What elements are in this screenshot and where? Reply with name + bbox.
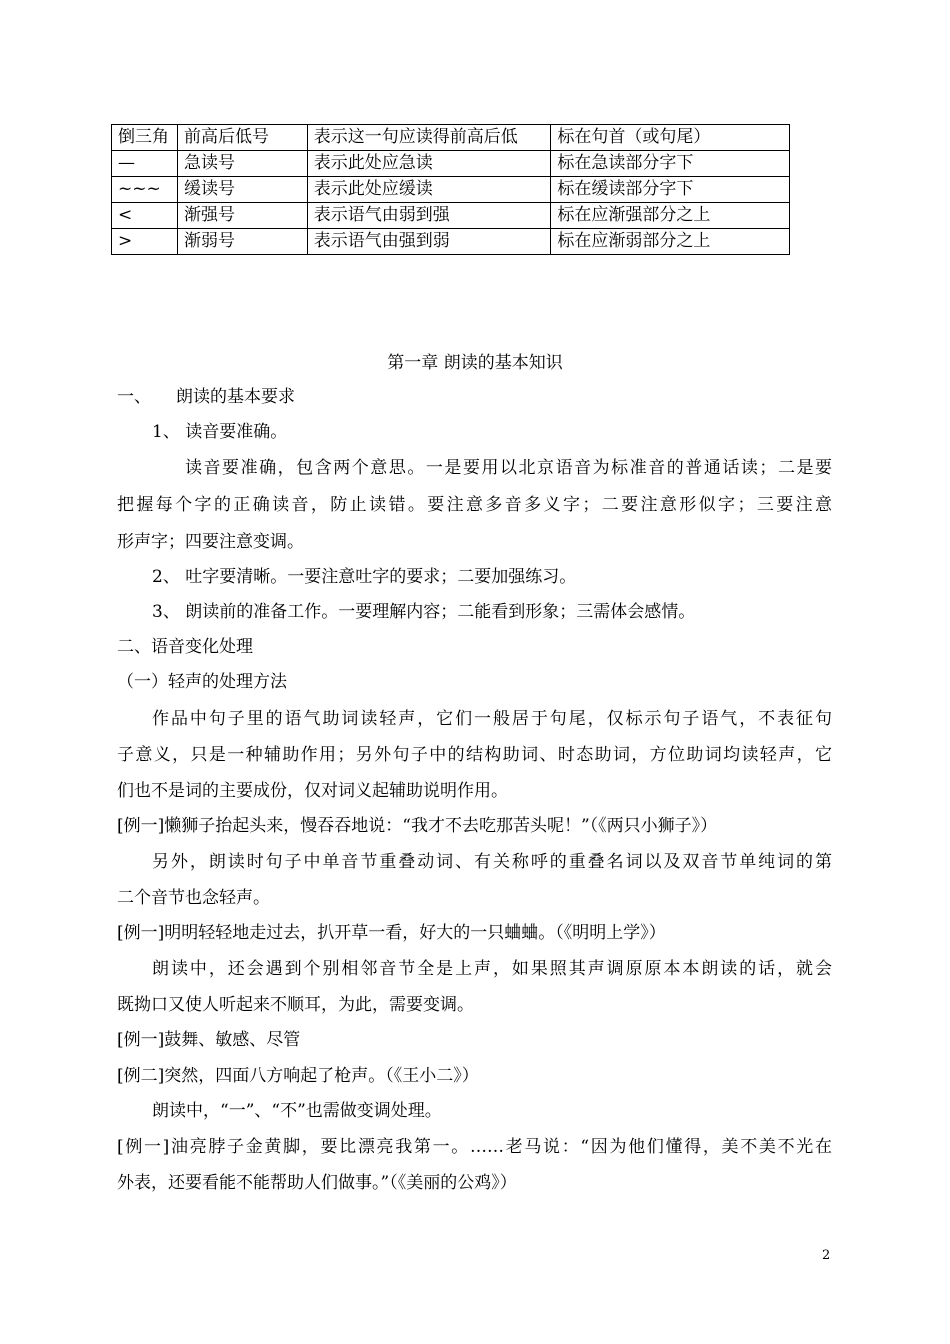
table-row [112,151,790,177]
table-cell-name: 缓读号 [177,177,307,203]
page-number: 2 [822,1248,831,1263]
paragraph-4-line-2: 既拗口又使人听起来不顺耳，为此，需要变调。 [117,995,474,1015]
table-cell-symbol: ~~~ [112,177,178,203]
paragraph-3-line-2: 二个音节也念轻声。 [117,888,270,908]
table-row [112,229,790,255]
section-1-title: 朗读的基本要求 [176,387,295,407]
table-row [112,203,790,229]
paragraph-3-line-1: 另外，朗读时句子中单音节重叠动词、有关称呼的重叠名词以及双音节单纯词的第 [152,852,832,872]
table-cell-symbol: 倒三角 [112,125,178,151]
table-row [112,125,790,151]
table-cell-position: 标在缓读部分字下 [551,177,790,203]
paragraph-2-line-3: 们也不是词的主要成份，仅对词义起辅助说明作用。 [117,781,508,801]
table-cell-meaning: 表示此处应缓读 [307,177,551,203]
item-1: 1、 读音要准确。 [152,422,288,442]
table-cell-position: 标在句首（或句尾） [551,125,790,151]
paragraph-2-line-2: 子意义，只是一种辅助作用；另外句子中的结构助词、时态助词，方位助词均读轻声，它 [117,745,832,765]
table-cell-meaning: 表示这一句应读得前高后低 [307,125,551,151]
paragraph-5: 朗读中，“一”、“不”也需做变调处理。 [152,1101,442,1121]
table-cell-position: 标在应渐弱部分之上 [551,229,790,255]
reading-marks-table [111,124,790,255]
table-cell-name: 急读号 [177,151,307,177]
example-3: [例一]鼓舞、敏感、尽管 [117,1030,301,1050]
table-cell-name: 渐强号 [177,203,307,229]
section-1-number: 一、 [117,387,151,407]
table-cell-name: 渐弱号 [177,229,307,255]
section-2-title: 二、语音变化处理 [117,637,253,657]
table-cell-meaning: 表示语气由强到弱 [307,229,551,255]
subsection-1-title: （一）轻声的处理方法 [117,672,287,692]
paragraph-1-line-2: 把握每个字的正确读音，防止读错。要注意多音多义字；二要注意形似字；三要注意 [117,495,832,515]
example-4: [例二]突然，四面八方响起了枪声。（《王小二》） [117,1066,479,1086]
table-cell-meaning: 表示语气由弱到强 [307,203,551,229]
example-2: [例一]明明轻轻地走过去，扒开草一看，好大的一只蛐蛐。（《明明上学》） [117,923,666,943]
example-1: [例一]懒狮子抬起头来，慢吞吞地说：“我才不去吃那苦头呢！”（《两只小狮子》） [117,816,718,836]
example-5-line-2: 外表，还要看能不能帮助人们做事。”（《美丽的公鸡》） [117,1173,517,1193]
table-cell-meaning: 表示此处应急读 [307,151,551,177]
paragraph-4-line-1: 朗读中，还会遇到个别相邻音节全是上声，如果照其声调原原本本朗读的话，就会 [152,959,832,979]
table-cell-position: 标在应渐强部分之上 [551,203,790,229]
table-cell-symbol: — [112,151,178,177]
paragraph-2-line-1: 作品中句子里的语气助词读轻声，它们一般居于句尾，仅标示句子语气，不表征句 [152,709,832,729]
table-cell-symbol: < [112,203,178,229]
table-cell-name: 前高后低号 [177,125,307,151]
paragraph-1-line-1: 读音要准确，包含两个意思。一是要用以北京语音为标准音的普通话读；二是要 [185,458,832,478]
item-2: 2、 吐字要清晰。一要注意吐字的要求；二要加强练习。 [152,567,577,587]
paragraph-1-line-3: 形声字；四要注意变调。 [117,532,304,552]
table-cell-symbol: > [112,229,178,255]
example-5-line-1: [例一]油亮脖子金黄脚，要比漂亮我第一。……老马说：“因为他们懂得，美不美不光在 [117,1137,832,1157]
table-row [112,177,790,203]
table-cell-position: 标在急读部分字下 [551,151,790,177]
item-3: 3、 朗读前的准备工作。一要理解内容；二能看到形象；三需体会感情。 [152,602,696,622]
chapter-title: 第一章 朗读的基本知识 [387,353,563,373]
